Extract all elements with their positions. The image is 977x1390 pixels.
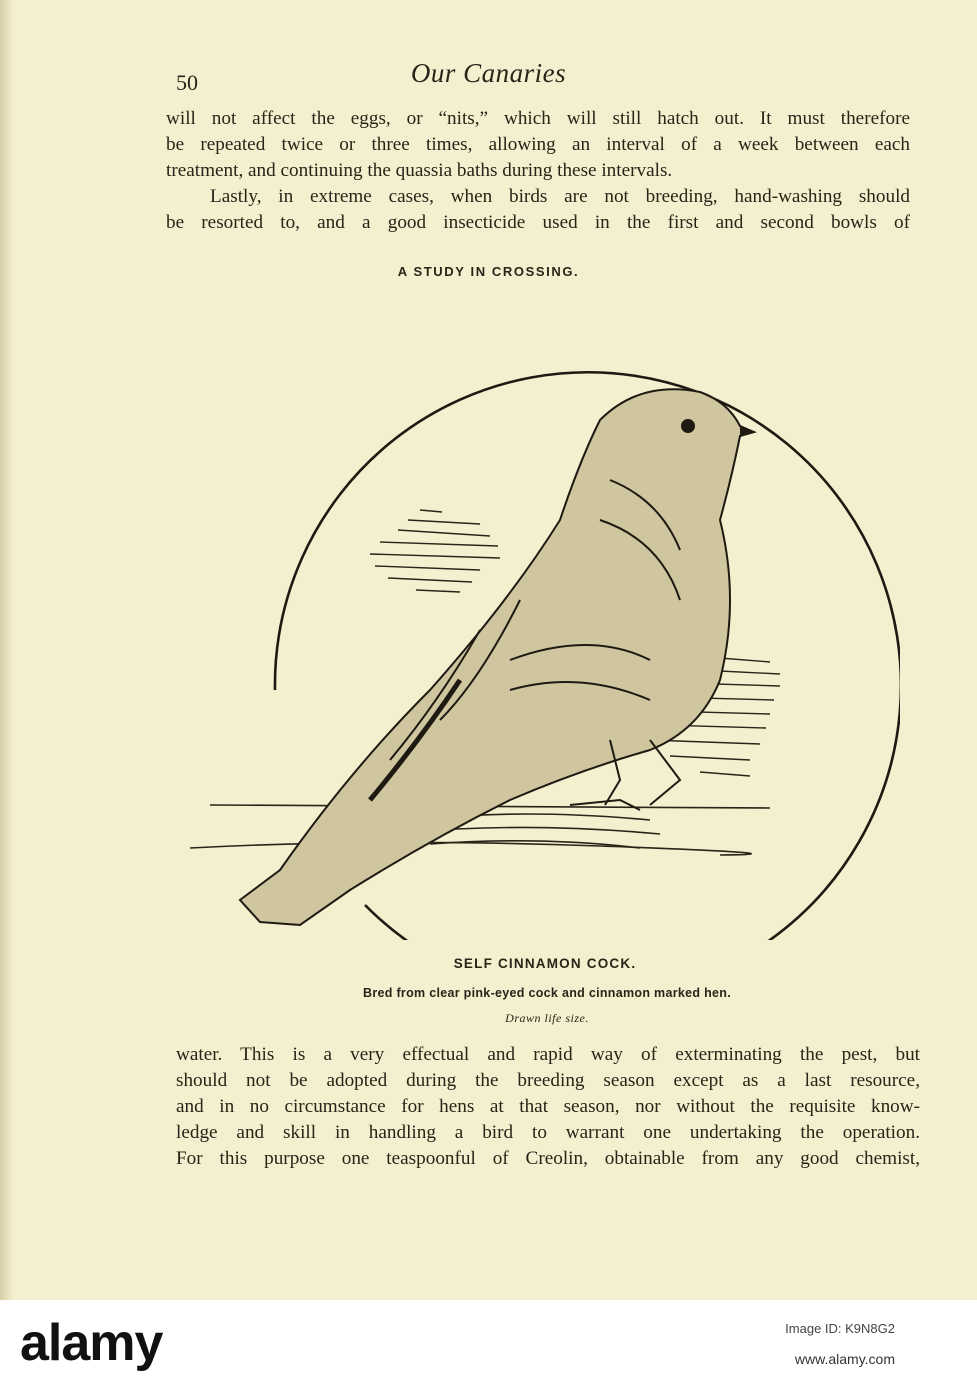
- plate-scale-note: Drawn life size.: [505, 1011, 589, 1025]
- page-number: 50: [176, 70, 198, 95]
- text-line: and in no circumstance for hens at that season, nor without the requisite know-: [176, 1096, 920, 1117]
- text-line: water. This is a very effectual and rapid way of exterminating the pest, but: [176, 1044, 920, 1065]
- text-line: For this purpose one teaspoonful of Creolin, obtainable from any good chemist,: [176, 1148, 920, 1169]
- running-head: Our Canaries: [410, 58, 567, 88]
- text-line: Lastly, in extreme cases, when birds are not breeding, hand-washing should: [210, 186, 910, 207]
- text-line: ledge and skill in handling a bird to warrant one undertaking the operation.: [176, 1122, 920, 1143]
- plate-subcaption: Bred from clear pink-eyed cock and cinnamon marked hen.: [363, 986, 731, 1000]
- plate-caption: SELF CINNAMON COCK.: [453, 956, 637, 971]
- plate-title: A STUDY IN CROSSING.: [397, 264, 580, 279]
- second-paragraph: [166, 184, 910, 236]
- top-paragraph: [166, 106, 910, 184]
- brand-url: www.alamy.com: [794, 1351, 895, 1367]
- text-line: will not affect the eggs, or “nits,” which will still hatch out. It must therefore: [166, 108, 910, 129]
- page-gutter-shadow: [0, 0, 14, 1300]
- brand-text: alamy: [20, 1314, 163, 1372]
- text-line: be resorted to, and a good insecticide used in the first and second bowls of: [166, 212, 910, 233]
- text-line: should not be adopted during the breeding season except as a last resource,: [176, 1070, 920, 1091]
- text-line: treatment, and continuing the quassia baths during these intervals.: [166, 160, 673, 181]
- text-line: be repeated twice or three times, allowing an interval of a week between each: [166, 134, 910, 155]
- bottom-paragraph: [176, 1042, 920, 1172]
- alamy-logo: [20, 1313, 162, 1373]
- canary-bird: [240, 389, 754, 925]
- image-id-label: Image ID: K9N8G2: [785, 1321, 895, 1336]
- background-hatching-left: [370, 510, 500, 592]
- canary-engraving: [180, 300, 900, 940]
